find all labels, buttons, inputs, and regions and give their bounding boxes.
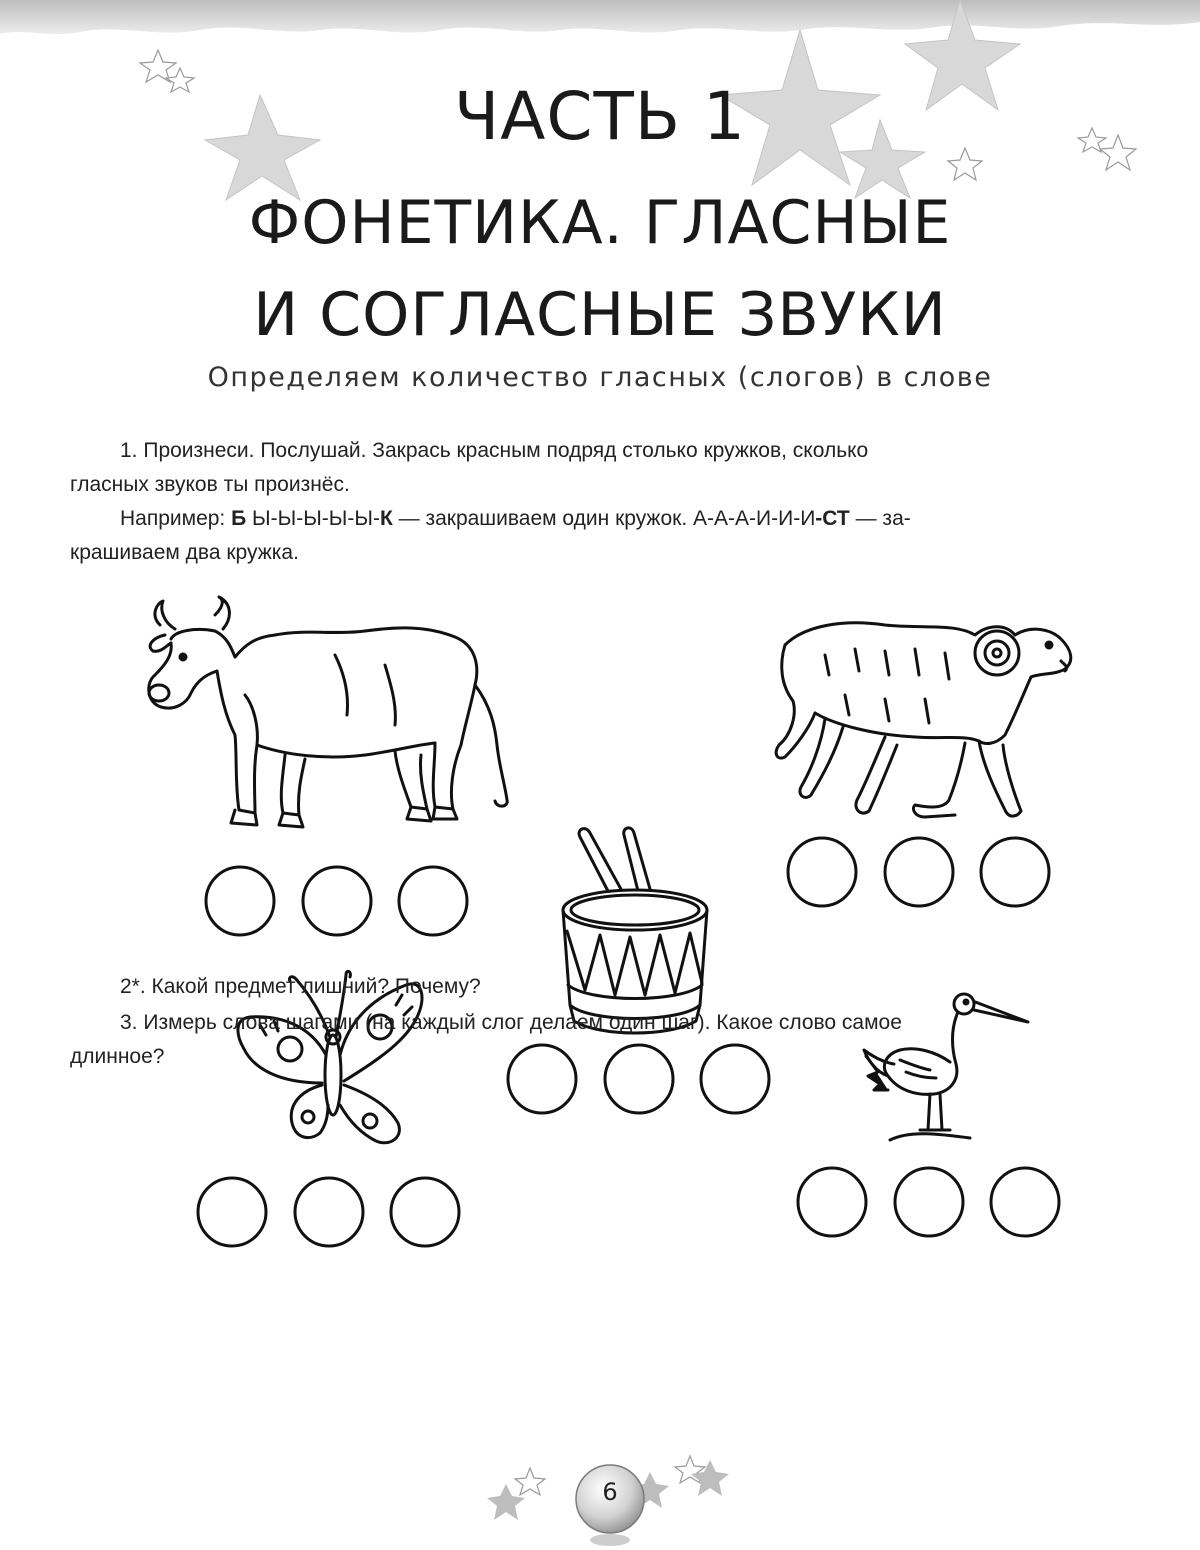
example-b: Б [231,507,247,530]
answer-circle[interactable] [788,838,856,906]
circles-bull [203,862,473,942]
task3-line2: длинное? [70,1045,165,1068]
example-prefix: Например: [120,507,232,530]
answer-circle[interactable] [391,1178,459,1246]
task2 [70,970,1132,1004]
task1-line2: гласных звуков ты произнёс. [70,473,350,496]
answer-circle[interactable] [198,1178,266,1246]
bull-icon [135,595,515,850]
task1-line1: 1. Произнеси. Послушай. Закрась красным подряд столько кружков, сколько [120,439,869,462]
task2-text: 2*. Какой предмет лишний? Почему? [120,975,481,998]
page-number: 6 [602,1478,618,1506]
task1-example [70,502,1132,570]
example-end: — за- [849,507,911,530]
answer-circle[interactable] [981,838,1049,906]
task1-instruction [70,434,1132,502]
circles-stork [795,1163,1065,1243]
circles-ram [785,833,1055,913]
answer-circle[interactable] [991,1168,1059,1236]
ram-icon [765,595,1085,830]
task3-line1: 3. Измерь слова шагами (на каждый слог делаем один шаг). Какое слово самое [120,1011,902,1034]
example-y: Ы-Ы-Ы-Ы-Ы- [246,507,380,530]
task3 [70,1006,1132,1074]
example-st: -СТ [815,507,850,530]
answer-circle[interactable] [885,838,953,906]
answer-circle[interactable] [399,867,467,935]
page-subtitle: Определяем количество гласных (слогов) в слове [207,362,993,393]
example-mid: — закрашиваем один кружок. А-А-А-И-И-И [392,507,816,530]
page-number-badge [541,1460,677,1540]
circles-butterfly [195,1173,465,1253]
example-end-line2: крашиваем два кружка. [70,541,299,564]
answer-circle[interactable] [895,1168,963,1236]
part-heading: ЧАСТЬ 1 [453,78,747,155]
answer-circle[interactable] [798,1168,866,1236]
page-title-line2: И СОГЛАСНЫЕ ЗВУКИ [253,280,947,350]
answer-circle[interactable] [295,1178,363,1246]
answer-circle[interactable] [303,867,371,935]
answer-circle[interactable] [206,867,274,935]
example-k: К [379,507,393,530]
page-title-line1: ФОНЕТИКА. ГЛАСНЫЕ [248,188,952,258]
